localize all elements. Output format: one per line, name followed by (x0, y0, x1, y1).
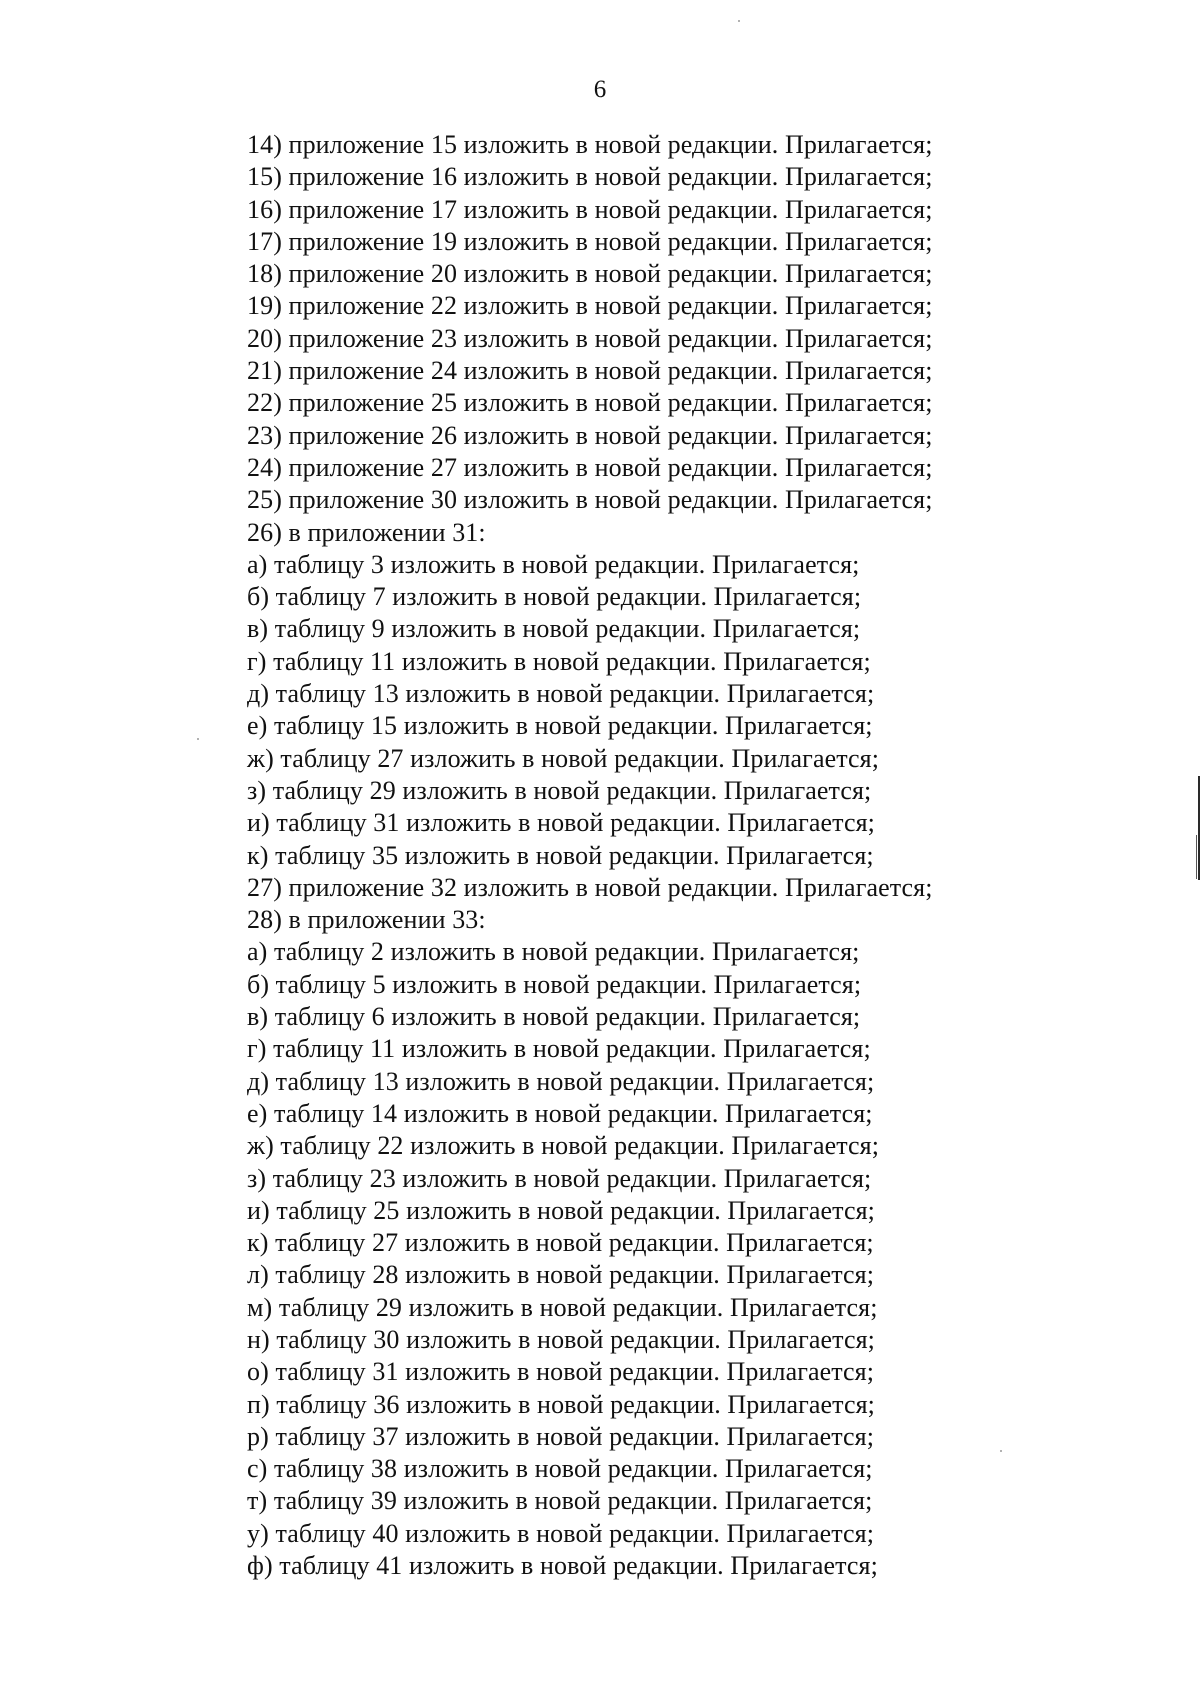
amendment-line: 18) приложение 20 изложить в новой редакции. Прилагается; (247, 259, 933, 289)
scan-speck (738, 20, 740, 22)
amendment-line: з) таблицу 23 изложить в новой редакции. Прилагается; (247, 1163, 872, 1193)
amendment-line: ж) таблицу 22 изложить в новой редакции. Прилагается; (247, 1131, 880, 1161)
amendment-line: а) таблицу 3 изложить в новой редакции. Прилагается; (247, 549, 860, 579)
amendment-line: 21) приложение 24 изложить в новой редакции. Прилагается; (247, 356, 933, 386)
amendment-line: 23) приложение 26 изложить в новой редакции. Прилагается; (247, 420, 933, 450)
amendment-line: о) таблицу 31 изложить в новой редакции. Прилагается; (247, 1357, 875, 1387)
amendment-line: у) таблицу 40 изложить в новой редакции. Прилагается; (247, 1518, 875, 1548)
amendment-line: 27) приложение 32 изложить в новой редакции. Прилагается; (247, 872, 933, 902)
amendment-line: ф) таблицу 41 изложить в новой редакции. Прилагается; (247, 1551, 878, 1581)
amendment-line: е) таблицу 15 изложить в новой редакции. Прилагается; (247, 711, 873, 741)
amendment-line: г) таблицу 11 изложить в новой редакции. Прилагается; (247, 646, 871, 676)
scan-speck (1000, 1450, 1002, 1452)
amendment-line: 14) приложение 15 изложить в новой редакции. Прилагается; (247, 130, 933, 159)
amendment-line: 24) приложение 27 изложить в новой редакции. Прилагается; (247, 452, 933, 482)
page-number: 6 (593, 76, 607, 103)
amendment-line: д) таблицу 13 изложить в новой редакции. Прилагается; (247, 1066, 875, 1096)
amendment-line: 15) приложение 16 изложить в новой редакции. Прилагается; (247, 162, 933, 192)
amendment-line: 26) в приложении 31: (247, 517, 486, 547)
amendment-line: и) таблицу 31 изложить в новой редакции. Прилагается; (247, 808, 875, 838)
amendment-line: г) таблицу 11 изложить в новой редакции. Прилагается; (247, 1034, 871, 1064)
amendment-line: ж) таблицу 27 изложить в новой редакции. Прилагается; (247, 743, 880, 773)
amendment-line: 25) приложение 30 изложить в новой редакции. Прилагается; (247, 485, 933, 515)
amendment-line: л) таблицу 28 изложить в новой редакции. Прилагается; (247, 1260, 875, 1290)
amendment-line: 22) приложение 25 изложить в новой редакции. Прилагается; (247, 388, 933, 418)
amendment-line: т) таблицу 39 изложить в новой редакции. Прилагается; (247, 1486, 873, 1516)
amendment-line: в) таблицу 6 изложить в новой редакции. Прилагается; (247, 1002, 861, 1032)
scan-edge-mark (1196, 835, 1197, 879)
amendment-line: к) таблицу 35 изложить в новой редакции. Прилагается; (247, 840, 874, 870)
amendment-line: 28) в приложении 33: (247, 905, 486, 935)
amendment-line: з) таблицу 29 изложить в новой редакции. Прилагается; (247, 775, 872, 805)
amendment-line: в) таблицу 9 изложить в новой редакции. Прилагается; (247, 614, 861, 644)
amendment-line: п) таблицу 36 изложить в новой редакции. Прилагается; (247, 1389, 875, 1419)
amendment-list (247, 129, 1007, 1582)
amendment-line: и) таблицу 25 изложить в новой редакции. Прилагается; (247, 1195, 875, 1225)
amendment-line: р) таблицу 37 изложить в новой редакции. Прилагается; (247, 1421, 875, 1451)
amendment-line: б) таблицу 5 изложить в новой редакции. Прилагается; (247, 969, 862, 999)
amendment-line: с) таблицу 38 изложить в новой редакции. Прилагается; (247, 1454, 873, 1484)
amendment-line: 19) приложение 22 изложить в новой редакции. Прилагается; (247, 291, 933, 321)
amendment-line: 20) приложение 23 изложить в новой редакции. Прилагается; (247, 323, 933, 353)
scan-speck (197, 738, 199, 740)
amendment-line: 16) приложение 17 изложить в новой редакции. Прилагается; (247, 194, 933, 224)
amendment-line: д) таблицу 13 изложить в новой редакции. Прилагается; (247, 679, 875, 709)
amendment-line: м) таблицу 29 изложить в новой редакции. Прилагается; (247, 1292, 878, 1322)
amendment-line: 17) приложение 19 изложить в новой редакции. Прилагается; (247, 226, 933, 256)
amendment-line: б) таблицу 7 изложить в новой редакции. Прилагается; (247, 582, 862, 612)
amendment-line: к) таблицу 27 изложить в новой редакции. Прилагается; (247, 1228, 874, 1258)
amendment-line: а) таблицу 2 изложить в новой редакции. Прилагается; (247, 937, 860, 967)
amendment-line: е) таблицу 14 изложить в новой редакции. Прилагается; (247, 1098, 873, 1128)
amendment-line: н) таблицу 30 изложить в новой редакции. Прилагается; (247, 1324, 875, 1354)
